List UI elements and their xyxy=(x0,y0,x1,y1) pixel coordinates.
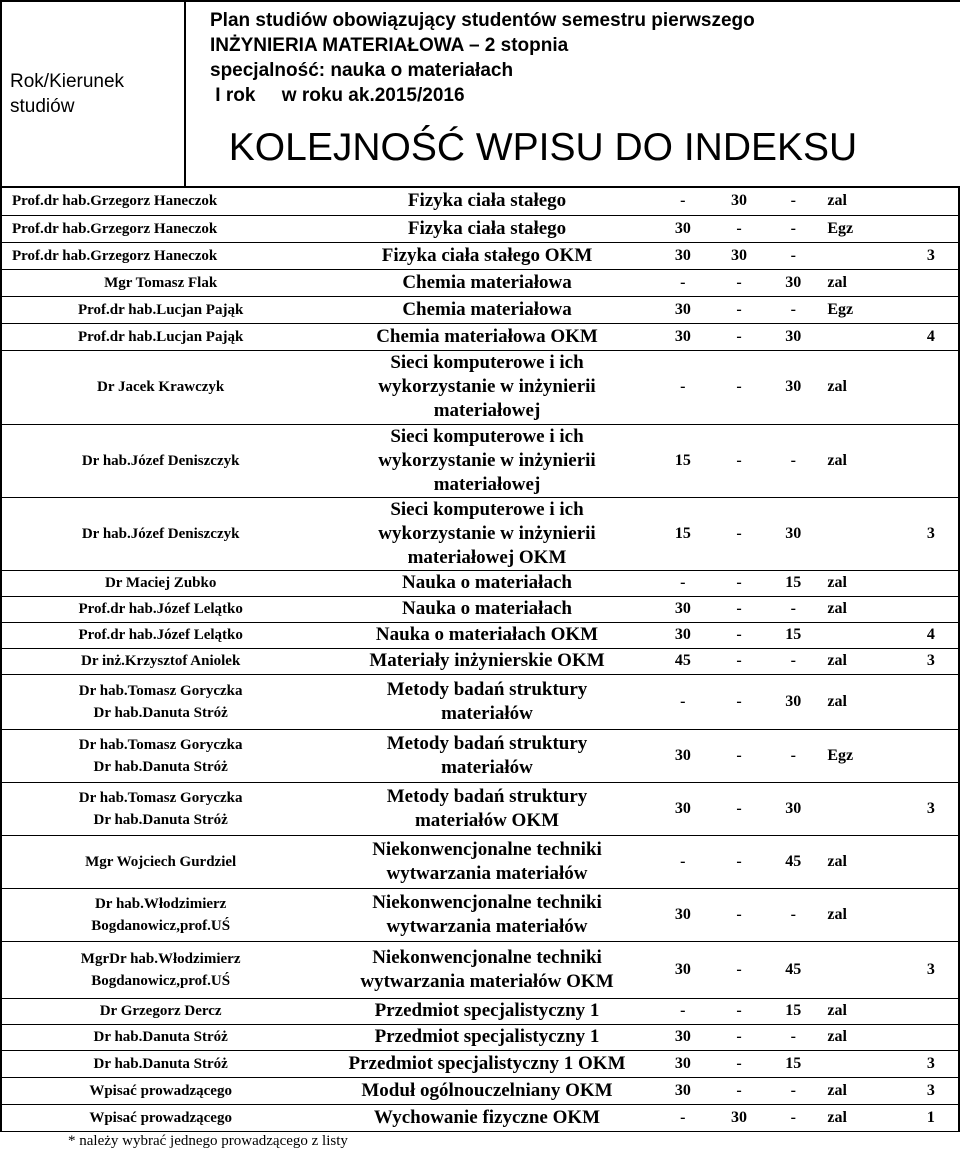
exercise-hours-cell: - xyxy=(711,1024,767,1050)
table-row xyxy=(2,1104,960,1131)
subject-name: Metody badań struktury xyxy=(386,732,588,754)
assessment-form-cell: zal xyxy=(819,1104,899,1131)
lecturer-cell xyxy=(2,782,319,835)
table-row xyxy=(2,296,960,323)
assessment-form-cell: zal xyxy=(819,835,899,888)
subject-cell xyxy=(319,350,654,424)
exercise-hours-cell: - xyxy=(711,596,767,622)
lab-hours-cell: 30 xyxy=(767,269,819,296)
table-row xyxy=(2,835,960,888)
subject-name: Przedmiot specjalistyczny 1 xyxy=(374,1000,600,1021)
ects-cell xyxy=(900,674,960,729)
lecturer-name: Dr hab.Danuta Stróż xyxy=(93,758,228,775)
ects-cell: 3 xyxy=(900,1050,960,1077)
assessment-form-cell xyxy=(819,941,899,998)
lecturer-name: Dr hab.Tomasz Goryczka xyxy=(78,736,243,753)
lecturer-name: Dr hab.Tomasz Goryczka xyxy=(78,682,243,699)
lecturer-cell xyxy=(2,998,319,1024)
table-row xyxy=(2,570,960,596)
subject-name: wytwarzania materiałów xyxy=(386,862,588,884)
exercise-hours-cell: - xyxy=(711,497,767,570)
lecture-hours-cell: - xyxy=(655,998,711,1024)
lecture-hours-cell: 30 xyxy=(655,596,711,622)
subject-name: Sieci komputerowe i ich xyxy=(390,425,584,447)
assessment-form-cell xyxy=(819,323,899,350)
lecture-hours-cell: 30 xyxy=(655,622,711,648)
subject-cell xyxy=(319,835,654,888)
lecturer-cell xyxy=(2,729,319,782)
ects-cell xyxy=(900,1024,960,1050)
subject-cell xyxy=(319,888,654,941)
lab-hours-cell: 30 xyxy=(767,350,819,424)
lecturer-name: Dr Maciej Zubko xyxy=(104,575,217,591)
exercise-hours-cell: 30 xyxy=(711,188,767,215)
subject-cell xyxy=(319,323,654,350)
lab-hours-cell: 30 xyxy=(767,323,819,350)
ects-cell xyxy=(900,596,960,622)
header-line-4: I rok w roku ak.2015/2016 xyxy=(210,85,465,106)
header-right-cell xyxy=(185,1,960,187)
lecturer-cell xyxy=(2,1077,319,1104)
lecture-hours-cell: - xyxy=(655,1104,711,1131)
assessment-form-cell xyxy=(819,1050,899,1077)
table-row xyxy=(2,1024,960,1050)
ects-cell xyxy=(900,188,960,215)
courses-table-body xyxy=(2,188,960,1131)
assessment-form-cell: zal xyxy=(819,570,899,596)
lecture-hours-cell: 30 xyxy=(655,729,711,782)
ects-cell xyxy=(900,215,960,242)
lecturer-cell xyxy=(2,888,319,941)
table-row xyxy=(2,242,960,269)
subject-name: wykorzystanie w inżynierii xyxy=(378,376,596,397)
ects-cell: 4 xyxy=(900,323,960,350)
exercise-hours-cell: - xyxy=(711,941,767,998)
lecturer-name: Prof.dr hab.Lucjan Pająk xyxy=(78,301,244,318)
assessment-form-cell: zal xyxy=(819,269,899,296)
lecturer-cell xyxy=(2,424,319,497)
assessment-form-cell: zal xyxy=(819,1077,899,1104)
lecture-hours-cell: - xyxy=(655,269,711,296)
lecture-hours-cell: 30 xyxy=(655,242,711,269)
lecturer-cell xyxy=(2,648,319,674)
subject-cell xyxy=(319,648,654,674)
lab-hours-cell: 30 xyxy=(767,497,819,570)
subject-name: materiałowej OKM xyxy=(407,546,567,568)
lecture-hours-cell: - xyxy=(655,674,711,729)
table-row xyxy=(2,782,960,835)
table-row xyxy=(2,497,960,570)
lab-hours-cell: - xyxy=(767,424,819,497)
lecturer-name: Bogdanowicz,prof.UŚ xyxy=(91,972,231,989)
lecturer-cell xyxy=(2,296,319,323)
ects-cell xyxy=(900,424,960,497)
lab-hours-cell: 45 xyxy=(767,835,819,888)
lecturer-name: Dr hab.Włodzimierz xyxy=(94,895,227,912)
ects-cell xyxy=(900,835,960,888)
table-row xyxy=(2,998,960,1024)
subject-cell xyxy=(319,1104,654,1131)
lab-hours-cell: - xyxy=(767,888,819,941)
subject-cell xyxy=(319,296,654,323)
subject-name: Przedmiot specjalistyczny 1 xyxy=(374,1026,600,1047)
subject-name: wykorzystanie w inżynierii xyxy=(378,522,596,544)
subject-name: Chemia materiałowa xyxy=(402,298,572,320)
lecturer-cell xyxy=(2,350,319,424)
lab-hours-cell: - xyxy=(767,242,819,269)
assessment-form-cell xyxy=(819,622,899,648)
lecturer-cell xyxy=(2,188,319,215)
assessment-form-cell: zal xyxy=(819,888,899,941)
lecture-hours-cell: 30 xyxy=(655,323,711,350)
lecture-hours-cell: - xyxy=(655,188,711,215)
header-line-1: Plan studiów obowiązujący studentów semestru pierwszego xyxy=(210,10,755,31)
ects-cell xyxy=(900,296,960,323)
assessment-form-cell: zal xyxy=(819,648,899,674)
header-left-label-2: studiów xyxy=(10,96,75,117)
table-row xyxy=(2,1077,960,1104)
lecture-hours-cell: - xyxy=(655,570,711,596)
table-row xyxy=(2,648,960,674)
assessment-form-cell xyxy=(819,497,899,570)
ects-cell: 3 xyxy=(900,242,960,269)
table-row xyxy=(2,323,960,350)
subject-name: Sieci komputerowe i ich xyxy=(390,352,584,373)
lecturer-cell xyxy=(2,215,319,242)
lab-hours-cell: 15 xyxy=(767,998,819,1024)
subject-cell xyxy=(319,622,654,648)
exercise-hours-cell: - xyxy=(711,782,767,835)
assessment-form-cell xyxy=(819,782,899,835)
lab-hours-cell: - xyxy=(767,296,819,323)
lecturer-name: Dr hab.Tomasz Goryczka xyxy=(78,789,243,806)
assessment-form-cell: zal xyxy=(819,674,899,729)
exercise-hours-cell: - xyxy=(711,350,767,424)
table-row xyxy=(2,188,960,215)
assessment-form-cell: zal xyxy=(819,350,899,424)
subject-name: Wychowanie fizyczne OKM xyxy=(373,1106,601,1128)
subject-name: Fizyka ciała stałego xyxy=(407,190,567,212)
table-row xyxy=(2,1050,960,1077)
subject-name: Metody badań struktury xyxy=(386,785,588,807)
subject-cell xyxy=(319,998,654,1024)
header-line-2: INŻYNIERIA MATERIAŁOWA – 2 stopnia xyxy=(210,35,569,56)
lecturer-cell xyxy=(2,622,319,648)
subject-name: materiałowej xyxy=(433,473,541,495)
exercise-hours-cell: - xyxy=(711,1077,767,1104)
header-left-cell xyxy=(1,1,185,187)
assessment-form-cell: zal xyxy=(819,998,899,1024)
lab-hours-cell: - xyxy=(767,188,819,215)
exercise-hours-cell: - xyxy=(711,424,767,497)
ects-cell: 4 xyxy=(900,622,960,648)
ects-cell xyxy=(900,998,960,1024)
subject-name: wytwarzania materiałów xyxy=(386,915,588,937)
exercise-hours-cell: - xyxy=(711,323,767,350)
subject-name: Sieci komputerowe i ich xyxy=(390,498,584,520)
exercise-hours-cell: - xyxy=(711,269,767,296)
assessment-form-cell: zal xyxy=(819,188,899,215)
subject-name: Fizyka ciała stałego xyxy=(407,217,567,239)
subject-name: materiałowej xyxy=(433,400,541,421)
exercise-hours-cell: 30 xyxy=(711,242,767,269)
assessment-form-cell: zal xyxy=(819,1024,899,1050)
lecturer-name: Prof.dr hab.Józef Lelątko xyxy=(78,601,243,617)
lecturer-name: Bogdanowicz,prof.UŚ xyxy=(91,917,231,934)
lecture-hours-cell: 30 xyxy=(655,941,711,998)
subject-cell xyxy=(319,215,654,242)
lab-hours-cell: 30 xyxy=(767,674,819,729)
exercise-hours-cell: - xyxy=(711,296,767,323)
lecturer-cell xyxy=(2,269,319,296)
table-row xyxy=(2,888,960,941)
lecture-hours-cell: 30 xyxy=(655,782,711,835)
lecture-hours-cell: - xyxy=(655,350,711,424)
subject-name: Fizyka ciała stałego OKM xyxy=(381,244,593,266)
exercise-hours-cell: - xyxy=(711,622,767,648)
subject-cell xyxy=(319,188,654,215)
subject-name: wytwarzania materiałów OKM xyxy=(360,970,614,992)
subject-cell xyxy=(319,424,654,497)
assessment-form-cell xyxy=(819,242,899,269)
courses-box xyxy=(0,188,960,1132)
lab-hours-cell: 30 xyxy=(767,782,819,835)
lecturer-name: Prof.dr hab.Grzegorz Haneczok xyxy=(12,220,218,237)
assessment-form-cell: Egz xyxy=(819,215,899,242)
subject-cell xyxy=(319,1050,654,1077)
lecture-hours-cell: 15 xyxy=(655,497,711,570)
subject-cell xyxy=(319,269,654,296)
subject-cell xyxy=(319,242,654,269)
exercise-hours-cell: - xyxy=(711,835,767,888)
subject-name: materiałów xyxy=(441,756,533,778)
table-row xyxy=(2,215,960,242)
subject-name: Chemia materiałowa xyxy=(402,271,572,293)
subject-name: Metody badań struktury xyxy=(386,678,588,700)
page-title: KOLEJNOŚĆ WPISU DO INDEKSU xyxy=(228,126,858,169)
subject-cell xyxy=(319,941,654,998)
subject-cell xyxy=(319,497,654,570)
lab-hours-cell: - xyxy=(767,596,819,622)
lecture-hours-cell: 30 xyxy=(655,296,711,323)
lecturer-name: Dr Grzegorz Dercz xyxy=(99,1003,222,1019)
subject-name: Chemia materiałowa OKM xyxy=(376,325,598,347)
ects-cell xyxy=(900,888,960,941)
subject-name: Niekonwencjonalne techniki xyxy=(372,891,602,913)
lecturer-cell xyxy=(2,596,319,622)
subject-name: materiałów OKM xyxy=(414,809,560,831)
table-row xyxy=(2,622,960,648)
lecturer-name: Wpisać prowadzącego xyxy=(89,1082,232,1099)
lecturer-name: Mgr Tomasz Flak xyxy=(104,274,218,291)
subject-cell xyxy=(319,729,654,782)
lecturer-cell xyxy=(2,1050,319,1077)
lecturer-name: Dr hab.Józef Deniszczyk xyxy=(81,525,240,542)
subject-cell xyxy=(319,782,654,835)
subject-name: Przedmiot specjalistyczny 1 OKM xyxy=(348,1052,626,1074)
lab-hours-cell: 45 xyxy=(767,941,819,998)
lecturer-name: Prof.dr hab.Grzegorz Haneczok xyxy=(12,247,218,264)
lab-hours-cell: 15 xyxy=(767,570,819,596)
subject-name: Nauka o materiałach OKM xyxy=(375,624,599,645)
lab-hours-cell: - xyxy=(767,215,819,242)
exercise-hours-cell: - xyxy=(711,998,767,1024)
lecturer-cell xyxy=(2,674,319,729)
table-row xyxy=(2,269,960,296)
lecture-hours-cell: 15 xyxy=(655,424,711,497)
courses-table xyxy=(2,188,960,1132)
lecturer-name: Dr hab.Danuta Stróż xyxy=(93,1029,228,1045)
ects-cell: 3 xyxy=(900,782,960,835)
exercise-hours-cell: - xyxy=(711,729,767,782)
lecturer-name: Dr Jacek Krawczyk xyxy=(97,379,225,395)
lecturer-name: MgrDr hab.Włodzimierz xyxy=(80,950,241,967)
ects-cell xyxy=(900,269,960,296)
lecturer-name: Wpisać prowadzącego xyxy=(89,1109,232,1126)
subject-name: Nauka o materiałach xyxy=(402,572,572,593)
ects-cell: 3 xyxy=(900,497,960,570)
ects-cell: 3 xyxy=(900,648,960,674)
ects-cell xyxy=(900,570,960,596)
lecture-hours-cell: 30 xyxy=(655,1050,711,1077)
lab-hours-cell: 15 xyxy=(767,1050,819,1077)
subject-cell xyxy=(319,1024,654,1050)
lecturer-cell xyxy=(2,570,319,596)
lecturer-name: Prof.dr hab.Lucjan Pająk xyxy=(78,328,244,345)
table-row xyxy=(2,424,960,497)
exercise-hours-cell: - xyxy=(711,570,767,596)
lecturer-name: Dr hab.Danuta Stróż xyxy=(93,1055,228,1072)
assessment-form-cell: zal xyxy=(819,596,899,622)
assessment-form-cell: Egz xyxy=(819,296,899,323)
table-row xyxy=(2,941,960,998)
lab-hours-cell: - xyxy=(767,648,819,674)
subject-name: Nauka o materiałach xyxy=(402,598,572,619)
table-row xyxy=(2,596,960,622)
lecturer-name: Dr hab.Danuta Stróż xyxy=(93,811,228,828)
lecturer-cell xyxy=(2,1104,319,1131)
subject-cell xyxy=(319,1077,654,1104)
lecture-hours-cell: 30 xyxy=(655,1077,711,1104)
table-row xyxy=(2,674,960,729)
lecturer-name: Prof.dr hab.Grzegorz Haneczok xyxy=(12,193,218,210)
subject-name: Niekonwencjonalne techniki xyxy=(372,838,602,860)
lecture-hours-cell: 30 xyxy=(655,215,711,242)
exercise-hours-cell: - xyxy=(711,888,767,941)
ects-cell: 3 xyxy=(900,941,960,998)
lecture-hours-cell: - xyxy=(655,835,711,888)
subject-name: wykorzystanie w inżynierii xyxy=(378,449,596,471)
lecturer-name: Dr inż.Krzysztof Aniolek xyxy=(81,653,241,669)
lab-hours-cell: - xyxy=(767,1104,819,1131)
exercise-hours-cell: - xyxy=(711,674,767,729)
exercise-hours-cell: 30 xyxy=(711,1104,767,1131)
lab-hours-cell: - xyxy=(767,1077,819,1104)
lecture-hours-cell: 30 xyxy=(655,1024,711,1050)
exercise-hours-cell: - xyxy=(711,215,767,242)
ects-cell: 3 xyxy=(900,1077,960,1104)
ects-cell xyxy=(900,350,960,424)
lecture-hours-cell: 30 xyxy=(655,888,711,941)
subject-name: Moduł ogólnouczelniany OKM xyxy=(361,1079,613,1101)
lecturer-name: Dr hab.Danuta Stróż xyxy=(93,704,228,721)
header-table xyxy=(0,0,960,188)
header-line-3: specjalność: nauka o materiałach xyxy=(210,60,514,81)
exercise-hours-cell: - xyxy=(711,1050,767,1077)
lecturer-cell xyxy=(2,835,319,888)
lecturer-name: Mgr Wojciech Gurdziel xyxy=(85,853,237,870)
lab-hours-cell: 15 xyxy=(767,622,819,648)
subject-cell xyxy=(319,596,654,622)
ects-cell xyxy=(900,729,960,782)
lecturer-cell xyxy=(2,941,319,998)
lecturer-cell xyxy=(2,1024,319,1050)
table-row xyxy=(2,350,960,424)
exercise-hours-cell: - xyxy=(711,648,767,674)
lecture-hours-cell: 45 xyxy=(655,648,711,674)
footnote: * należy wybrać jednego prowadzącego z listy xyxy=(68,1132,348,1149)
subject-name: materiałów xyxy=(441,702,533,724)
lecturer-cell xyxy=(2,242,319,269)
lecturer-cell xyxy=(2,497,319,570)
subject-cell xyxy=(319,570,654,596)
lab-hours-cell: - xyxy=(767,729,819,782)
subject-name: Materiały inżynierskie OKM xyxy=(369,650,605,671)
lecturer-name: Prof.dr hab.Józef Lelątko xyxy=(78,627,243,643)
ects-cell: 1 xyxy=(900,1104,960,1131)
assessment-form-cell: Egz xyxy=(819,729,899,782)
lecturer-cell xyxy=(2,323,319,350)
lecturer-name: Dr hab.Józef Deniszczyk xyxy=(81,452,240,469)
header-left-label-1: Rok/Kierunek xyxy=(10,71,125,92)
subject-name: Niekonwencjonalne techniki xyxy=(372,946,602,968)
lab-hours-cell: - xyxy=(767,1024,819,1050)
subject-cell xyxy=(319,674,654,729)
table-row xyxy=(2,729,960,782)
assessment-form-cell: zal xyxy=(819,424,899,497)
